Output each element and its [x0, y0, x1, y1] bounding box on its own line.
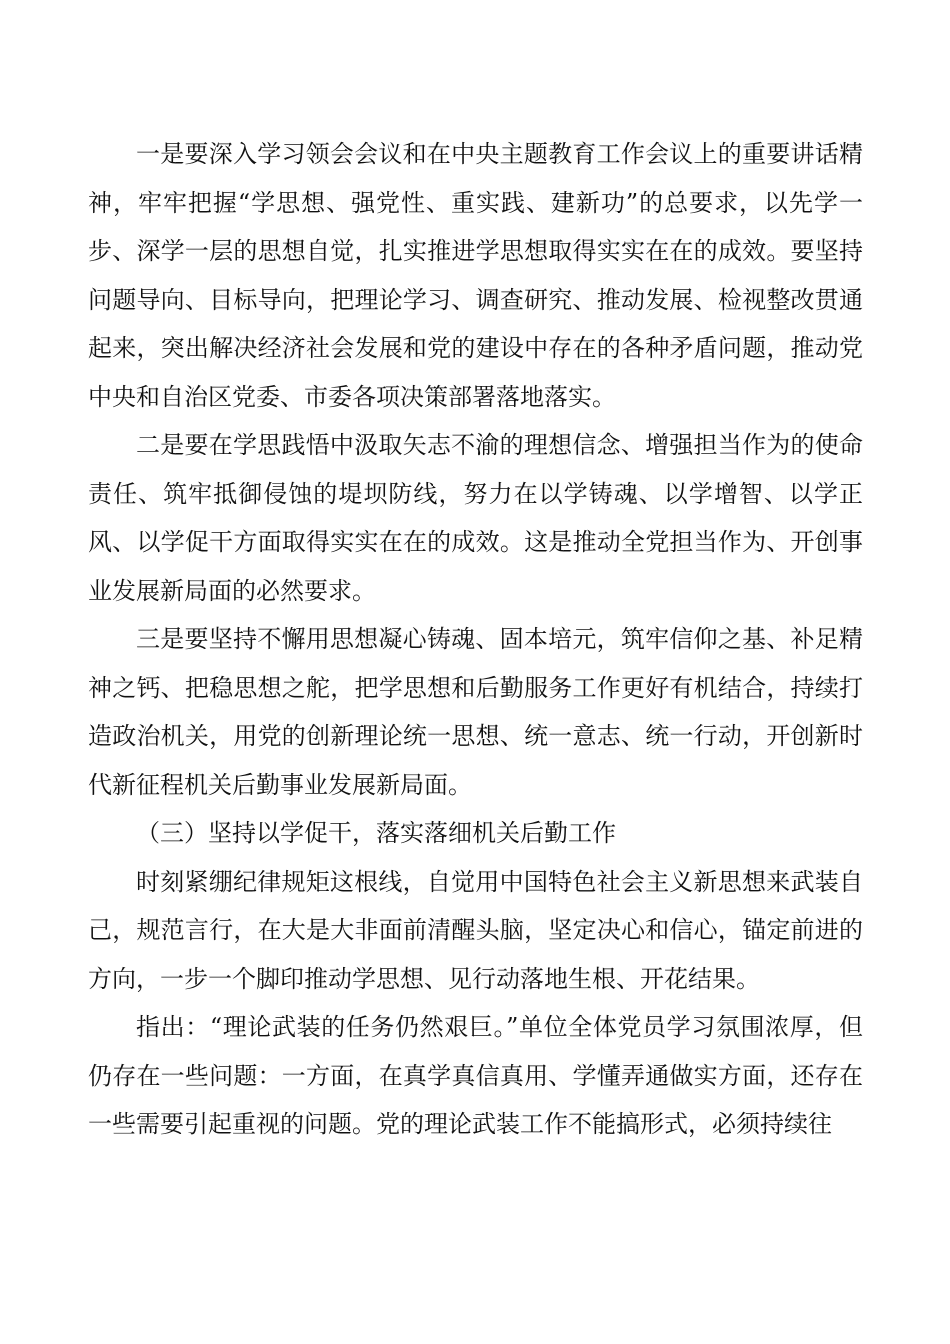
paragraph-third-point: 三是要坚持不懈用思想凝心铸魂、固本培元，筑牢信仰之基、补足精神之钙、把稳思想之舵，把学思想和后勤服务工作更好有机结合，持续打造政治机关，用党的创新理论统一思想、统一意志、统一行动，开创新时代新征程机关后勤事业发展新局面。 — [88, 625, 863, 799]
paragraph-second-point: 二是要在学思践悟中汲取矢志不渝的理想信念、增强担当作为的使命责任、筑牢抵御侵蚀的堤坝防线，努力在以学铸魂、以学增智、以学正风、以学促干方面取得实实在在的成效。这是推动全党担当作为、开创事业发展新局面的必然要求。 — [88, 431, 863, 605]
paragraph-theory-armament: 指出：“理论武装的任务仍然艰巨。”单位全体党员学习氛围浓厚，但仍存在一些问题：一方面，在真学真信真用、学懂弄通做实方面，还存在一些需要引起重视的问题。党的理论武装工作不能搞形式，必须持续往 — [88, 1013, 863, 1138]
paragraph-first-point: 一是要深入学习领会会议和在中央主题教育工作会议上的重要讲话精神，牢牢把握“学思想、强党性、重实践、建新功”的总要求，以先学一步、深学一层的思想自觉，扎实推进学思想取得实实在在的成效。要坚持问题导向、目标导向，把理论学习、调查研究、推动发展、检视整改贯通起来，突出解决经济社会发展和党的建设中存在的各种矛盾问题，推动党中央和自治区党委、市委各项决策部署落地落实。 — [88, 140, 863, 411]
document-body — [88, 130, 863, 1149]
section-heading: （三）坚持以学促干，落实落细机关后勤工作 — [136, 819, 616, 847]
paragraph-discipline: 时刻紧绷纪律规矩这根线，自觉用中国特色社会主义新思想来武装自己，规范言行，在大是大非面前清醒头脑，坚定决心和信心，锚定前进的方向，一步一个脚印推动学思想、见行动落地生根、开花结果。 — [88, 867, 863, 993]
